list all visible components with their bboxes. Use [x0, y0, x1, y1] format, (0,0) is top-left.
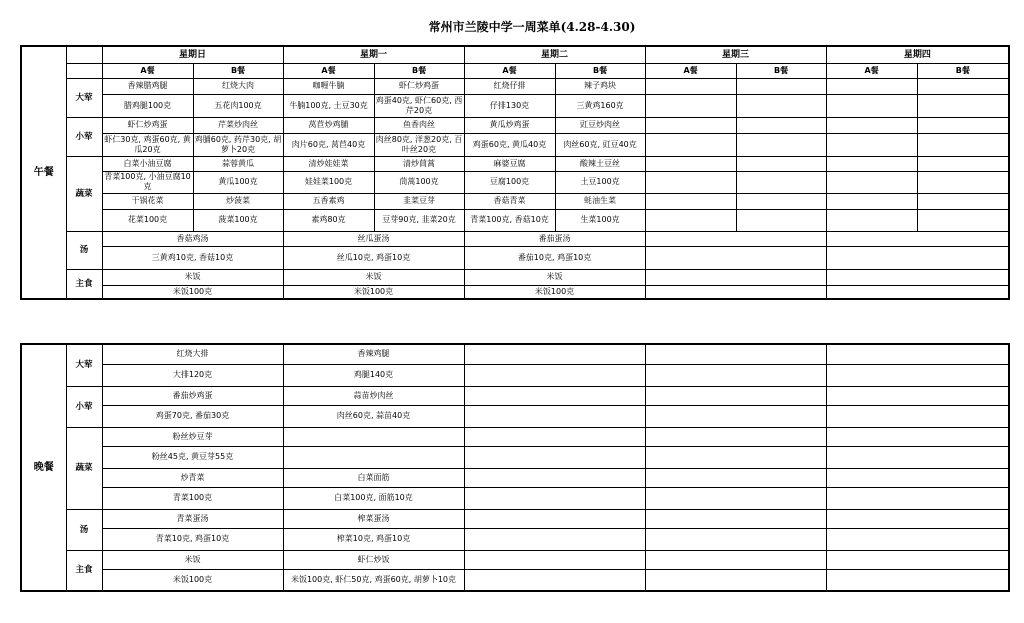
b-meal-header: B餐: [374, 63, 464, 78]
dish-name: 干锅花菜: [102, 193, 193, 209]
dish-name: 粉丝炒豆芽: [102, 427, 283, 446]
dish-name: 韭菜豆芽: [374, 193, 464, 209]
dish-name: 香辣鸡腿: [283, 344, 464, 364]
dish-detail: 鸡腿140克: [283, 364, 464, 386]
b-meal-header: B餐: [917, 63, 1009, 78]
dish-name: 莴苣炒鸡脯: [283, 117, 374, 133]
b-meal-header: B餐: [193, 63, 283, 78]
dish-name: 虾仁炒鸡蛋: [102, 117, 193, 133]
dish-detail: 腊鸡腿100克: [102, 94, 193, 117]
soup-detail: 丝瓜10克, 鸡蛋10克: [283, 246, 464, 269]
dish-name: 番茄炒鸡蛋: [102, 386, 283, 405]
dish-name: 红烧仔排: [464, 78, 555, 94]
dish-name: 豇豆炒肉丝: [555, 117, 645, 133]
dish-detail: 粉丝45克, 黄豆芽55克: [102, 446, 283, 468]
dish-name: 红烧大排: [102, 344, 283, 364]
dish-name: 芹菜炒肉丝: [193, 117, 283, 133]
b-meal-header: B餐: [736, 63, 826, 78]
dinner-label: 晚餐: [21, 344, 66, 591]
dish-detail: 肉丝60克, 蒜苗40克: [283, 405, 464, 427]
day-header: 星期一: [283, 46, 464, 63]
staple-name: 米饭: [102, 550, 283, 569]
dish-name: 酸辣土豆丝: [555, 156, 645, 171]
category-label: 汤: [66, 509, 102, 550]
category-label: 汤: [66, 231, 102, 269]
dish-name: 香辣腊鸡腿: [102, 78, 193, 94]
dish-detail: 牛腩100克, 土豆30克: [283, 94, 374, 117]
dish-detail: 黄瓜100克: [193, 171, 283, 193]
dish-name: 清炒茼蒿: [374, 156, 464, 171]
dish-detail: 花菜100克: [102, 209, 193, 231]
dish-detail: 青菜100克: [102, 487, 283, 509]
dish-detail: 肉丝80克, 洋葱20克, 百叶丝20克: [374, 133, 464, 156]
dish-detail: 生菜100克: [555, 209, 645, 231]
dish-name: 炒青菜: [102, 468, 283, 487]
staple-detail: 米饭100克: [102, 569, 283, 591]
dish-detail: 青菜100克, 小油豆腐10克: [102, 171, 193, 193]
category-label: 蔬菜: [66, 427, 102, 509]
a-meal-header: A餐: [102, 63, 193, 78]
staple-name: 米饭: [464, 269, 645, 285]
dish-name: 香菇青菜: [464, 193, 555, 209]
staple-detail: 米饭100克: [102, 285, 283, 299]
dish-name: 蒜蓉黄瓜: [193, 156, 283, 171]
dish-detail: 土豆100克: [555, 171, 645, 193]
category-label: 大荤: [66, 344, 102, 386]
dinner-menu-table: [20, 343, 1010, 592]
dish-name: 红烧大肉: [193, 78, 283, 94]
dish-detail: 大排120克: [102, 364, 283, 386]
soup-name: 榨菜蛋汤: [283, 509, 464, 528]
staple-name: 虾仁炒饭: [283, 550, 464, 569]
soup-detail: 榨菜10克, 鸡蛋10克: [283, 528, 464, 550]
a-meal-header: A餐: [645, 63, 736, 78]
category-label: 主食: [66, 269, 102, 299]
dish-detail: 白菜100克, 面筋10克: [283, 487, 464, 509]
a-meal-header: A餐: [283, 63, 374, 78]
category-label: 蔬菜: [66, 156, 102, 231]
lunch-menu-table: [20, 45, 1010, 300]
dish-detail: 青菜100克, 香菇10克: [464, 209, 555, 231]
dish-detail: 茼蒿100克: [374, 171, 464, 193]
page-title: 常州市兰陵中学一周菜单(4.28-4.30): [428, 20, 636, 34]
dish-name: 清炒娃娃菜: [283, 156, 374, 171]
soup-name: 丝瓜蛋汤: [283, 231, 464, 246]
day-header: 星期四: [826, 46, 1009, 63]
dish-detail: 虾仁30克, 鸡蛋60克, 黄瓜20克: [102, 133, 193, 156]
day-header: 星期二: [464, 46, 645, 63]
dish-detail: 肉片60克, 莴苣40克: [283, 133, 374, 156]
day-header: 星期日: [102, 46, 283, 63]
dish-name: 辣子鸡块: [555, 78, 645, 94]
dish-detail: 菠菜100克: [193, 209, 283, 231]
dish-detail: 鸡蛋40克, 虾仁60克, 西芹20克: [374, 94, 464, 117]
dish-detail: 鸡蛋60克, 黄瓜40克: [464, 133, 555, 156]
dish-name: 白菜面筋: [283, 468, 464, 487]
dish-detail: 鸡蛋70克, 番茄30克: [102, 405, 283, 427]
staple-detail: 米饭100克: [283, 285, 464, 299]
staple-detail: 米饭100克: [464, 285, 645, 299]
dish-name: 五香素鸡: [283, 193, 374, 209]
staple-detail: 米饭100克, 虾仁50克, 鸡蛋60克, 胡萝卜10克: [283, 569, 464, 591]
soup-name: 青菜蛋汤: [102, 509, 283, 528]
dish-detail: 五花肉100克: [193, 94, 283, 117]
dish-detail: 豆腐100克: [464, 171, 555, 193]
soup-name: 番茄蛋汤: [464, 231, 645, 246]
dish-detail: 肉丝60克, 豇豆40克: [555, 133, 645, 156]
dish-name: 白菜小油豆腐: [102, 156, 193, 171]
dish-name: 麻婆豆腐: [464, 156, 555, 171]
dish-detail: 豆芽90克, 韭菜20克: [374, 209, 464, 231]
soup-detail: 番茄10克, 鸡蛋10克: [464, 246, 645, 269]
dish-detail: [283, 446, 464, 468]
category-label: 大荤: [66, 78, 102, 117]
dish-detail: 娃娃菜100克: [283, 171, 374, 193]
day-header: 星期三: [645, 46, 826, 63]
dish-name: 鱼香肉丝: [374, 117, 464, 133]
dish-name: [283, 427, 464, 446]
lunch-label: 午餐: [21, 46, 66, 299]
soup-detail: 青菜10克, 鸡蛋10克: [102, 528, 283, 550]
category-label: 小荤: [66, 117, 102, 156]
dish-name: 蒜苗炒肉丝: [283, 386, 464, 405]
category-label: 主食: [66, 550, 102, 591]
a-meal-header: A餐: [826, 63, 917, 78]
dish-detail: 素鸡80克: [283, 209, 374, 231]
dish-detail: 仔排130克: [464, 94, 555, 117]
dish-name: 黄瓜炒鸡蛋: [464, 117, 555, 133]
staple-name: 米饭: [102, 269, 283, 285]
soup-detail: 三黄鸡10克, 香菇10克: [102, 246, 283, 269]
category-label: 小荤: [66, 386, 102, 427]
b-meal-header: B餐: [555, 63, 645, 78]
dish-name: 虾仁炒鸡蛋: [374, 78, 464, 94]
dish-name: 咖喱牛腩: [283, 78, 374, 94]
soup-name: 香菇鸡汤: [102, 231, 283, 246]
a-meal-header: A餐: [464, 63, 555, 78]
staple-name: 米饭: [283, 269, 464, 285]
dish-name: 炒菠菜: [193, 193, 283, 209]
dish-name: 蚝油生菜: [555, 193, 645, 209]
dish-detail: 鸡脯60克, 药芹30克, 胡萝卜20克: [193, 133, 283, 156]
dish-detail: 三黄鸡160克: [555, 94, 645, 117]
